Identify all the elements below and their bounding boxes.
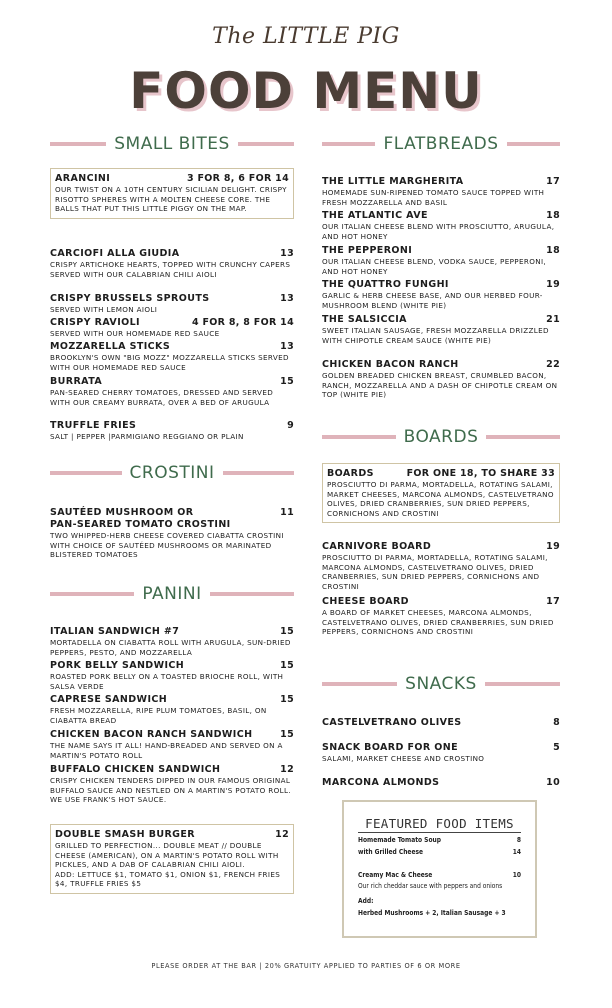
featured-item-name: with Grilled Cheese — [358, 848, 424, 856]
menu-item-buffalo-chicken — [50, 764, 294, 805]
item-description: CRISPY CHICKEN TENDERS DIPPED IN OUR FAMOUS ORIGINAL BUFFALO SAUCE AND NESTLED ON A MARTIN'S POTATO ROLL. WE USE FRANK'S HOT SAUCE. — [50, 776, 291, 805]
section-title: FLATBREADS — [383, 134, 499, 154]
item-price: 15 — [280, 376, 294, 387]
featured-item-price: 10 — [512, 871, 521, 879]
heading-rule — [50, 592, 134, 596]
item-price: 11 — [280, 507, 294, 518]
item-price: 12 — [275, 829, 289, 840]
item-price: 12 — [280, 764, 294, 775]
menu-item-salsiccia — [322, 314, 560, 345]
item-price: 13 — [280, 293, 294, 304]
item-name: CHICKEN BACON RANCH SANDWICH — [50, 729, 253, 740]
featured-item-name: Creamy Mac & Cheese — [358, 871, 433, 879]
menu-item-little-margherita — [322, 176, 560, 207]
menu-item-mozzarella-sticks — [50, 341, 294, 372]
item-price: 22 — [546, 359, 560, 370]
item-description: PROSCIUTTO DI PARMA, MORTADELLA, ROTATING SALAMI, MARKET CHEESES, MARCONA ALMONDS, CASTELVETRANO OLIVES, DRIED CRANBERRIES, SUN DRIED PEPPERS, CORNICHONS AND CROSTINI — [327, 480, 554, 518]
heading-rule — [485, 682, 560, 686]
menu-item-pork-belly — [50, 660, 294, 691]
item-description: BROOKLYN'S OWN "BIG MOZZ" MOZZARELLA STICKS SERVED WITH OUR HOMEMADE RED SAUCE — [50, 353, 289, 372]
item-name: SAUTÉED MUSHROOM OR — [50, 507, 194, 518]
item-name: PORK BELLY SANDWICH — [50, 660, 185, 671]
item-price: 17 — [546, 596, 560, 607]
item-price: 10 — [546, 777, 560, 788]
item-name: TRUFFLE FRIES — [50, 420, 137, 431]
footer-note: PLEASE ORDER AT THE BAR | 20% GRATUITY APPLIED TO PARTIES OF 6 OR MORE — [151, 962, 461, 970]
section-title: PANINI — [142, 584, 202, 604]
item-name: SNACK BOARD FOR ONE — [322, 742, 459, 753]
item-name: ITALIAN SANDWICH #7 — [50, 626, 180, 637]
item-description: FRESH MOZZARELLA, RIPE PLUM TOMATOES, BASIL, ON CIABATTA BREAD — [50, 706, 267, 725]
featured-item-price: 14 — [512, 848, 521, 856]
menu-item-caprese — [50, 694, 294, 725]
item-price: 18 — [546, 210, 560, 221]
heading-rule — [486, 435, 560, 439]
item-name: ARANCINI — [55, 173, 111, 184]
featured-item-price: 8 — [516, 836, 521, 844]
item-price: 21 — [546, 314, 560, 325]
item-name: MARCONA ALMONDS — [322, 777, 440, 788]
menu-item-arancini — [50, 168, 294, 219]
item-name: CHICKEN BACON RANCH — [322, 359, 459, 370]
item-name: MOZZARELLA STICKS — [50, 341, 171, 352]
item-description: MORTADELLA ON CIABATTA ROLL WITH ARUGULA, SUN-DRIED PEPPERS, PESTO, AND MOZZARELLA — [50, 638, 291, 657]
item-description: ROASTED PORK BELLY ON A TOASTED BRIOCHE ROLL, WITH SALSA VERDE — [50, 672, 284, 691]
item-description: OUR ITALIAN CHEESE BLEND WITH PROSCIUTTO, ARUGULA, AND HOT HONEY — [322, 222, 555, 241]
item-name: DOUBLE SMASH BURGER — [55, 829, 195, 840]
item-price: 15 — [280, 694, 294, 705]
heading-rule — [322, 682, 397, 686]
section-heading-panini — [50, 584, 294, 604]
item-name-line-2: PAN-SEARED TOMATO CROSTINI — [50, 519, 231, 530]
featured-food-box — [342, 800, 537, 938]
section-heading-flatbreads — [322, 134, 560, 154]
menu-item-double-smash-burger — [50, 824, 294, 894]
item-description: OUR TWIST ON A 10TH CENTURY SICILIAN DELIGHT. CRISPY RISOTTO SPHERES WITH A MOLTEN CHEESE CORE. THE BALLS THAT PUT THIS LITTLE PIGGY ON THE MAP. — [55, 185, 287, 214]
item-name: THE QUATTRO FUNGHI — [322, 279, 449, 290]
item-price: 17 — [546, 176, 560, 187]
menu-item-crostini — [50, 507, 294, 560]
item-description: SALT | PEPPER |PARMIGIANO REGGIANO OR PLAIN — [50, 432, 244, 441]
item-price: 9 — [287, 420, 294, 431]
menu-item-crispy-ravioli — [50, 317, 294, 339]
featured-add-ons: Herbed Mushrooms + 2, Italian Sausage + 3 — [358, 909, 506, 917]
heading-rule — [322, 435, 396, 439]
item-price: 3 FOR 8, 6 FOR 14 — [186, 173, 289, 184]
menu-item-chicken-bacon-ranch-sandwich — [50, 729, 294, 760]
item-price: 5 — [553, 742, 560, 753]
item-description: SERVED WITH OUR HOMEMADE RED SAUCE — [50, 329, 220, 338]
item-price: 8 — [553, 717, 560, 728]
item-name: BOARDS — [327, 468, 374, 479]
item-description: SALAMI, MARKET CHEESE AND CROSTINO — [322, 754, 485, 763]
item-price: 13 — [280, 341, 294, 352]
item-description: PROSCIUTTO DI PARMA, MORTADELLA, ROTATING SALAMI, MARCONA ALMONDS, CASTELVETRANO OLIVES, DRIED CRANBERRIES, SUN DRIED PEPPERS, CORNICHONS AND CROSTINI — [322, 553, 548, 591]
page-title: FOOD MENU — [129, 62, 483, 120]
item-description: THE NAME SAYS IT ALL! HAND-BREADED AND SERVED ON A MARTIN'S POTATO ROLL — [50, 741, 283, 760]
featured-line — [358, 871, 521, 879]
menu-item-atlantic-ave — [322, 210, 560, 241]
menu-item-marcona-almonds — [322, 777, 560, 789]
item-price: 19 — [546, 541, 560, 552]
section-heading-small-bites — [50, 134, 294, 154]
item-description: GRILLED TO PERFECTION... DOUBLE MEAT // DOUBLE CHEESE (AMERICAN), ON A MARTIN'S POTATO ROLL WITH PICKLES, AND A DAB OF CALABRIAN CHILI AIOLI. — [55, 841, 279, 870]
featured-title: FEATURED FOOD ITEMS — [365, 816, 514, 831]
menu-item-italian-sandwich — [50, 626, 294, 657]
item-name: CRISPY RAVIOLI — [50, 317, 140, 328]
item-add-ons: ADD: LETTUCE $1, TOMATO $1, ONION $1, FRENCH FRIES $4, TRUFFLE FRIES $5 — [55, 869, 281, 889]
item-description: SWEET ITALIAN SAUSAGE, FRESH MOZZARELLA DRIZZLED WITH CHIPOTLE CREAM SAUCE (WHITE PIE) — [322, 326, 549, 345]
item-name: THE PEPPERONI — [322, 245, 413, 256]
item-description: PAN-SEARED CHERRY TOMATOES, DRESSED AND SERVED WITH OUR CREAMY BURRATA, OVER A BED OF ARUGULA — [50, 388, 274, 407]
item-name: CASTELVETRANO OLIVES — [322, 717, 462, 728]
heading-rule — [50, 142, 106, 146]
featured-line — [358, 848, 521, 856]
item-price: 19 — [546, 279, 560, 290]
item-name: CAPRESE SANDWICH — [50, 694, 168, 705]
item-name: BURRATA — [50, 376, 103, 387]
menu-item-castelvetrano-olives — [322, 717, 560, 729]
item-name: CHEESE BOARD — [322, 596, 409, 607]
featured-line — [358, 882, 521, 890]
item-name: CARNIVORE BOARD — [322, 541, 432, 552]
item-description: GOLDEN BREADED CHICKEN BREAST, CRUMBLED BACON, RANCH, MOZZARELLA AND A DASH OF CHIPOTLE CREAM ON TOP (WHITE PIE) — [322, 371, 558, 400]
section-title: CROSTINI — [129, 463, 215, 483]
menu-item-truffle-fries — [50, 420, 294, 442]
item-price: 4 FOR 8, 8 FOR 14 — [191, 317, 294, 328]
item-description: GARLIC & HERB CHEESE BASE, AND OUR HERBED FOUR-MUSHROOM BLEND (WHITE PIE) — [322, 291, 543, 310]
menu-item-carnivore-board — [322, 541, 560, 591]
item-description: OUR ITALIAN CHEESE BLEND, VODKA SAUCE, PEPPERONI, AND HOT HONEY — [322, 257, 547, 276]
menu-item-snack-board — [322, 742, 560, 764]
item-description: SERVED WITH LEMON AIOLI — [50, 305, 158, 314]
item-price: FOR ONE 18, TO SHARE 33 — [406, 468, 555, 479]
item-price: 15 — [280, 729, 294, 740]
heading-rule — [322, 142, 375, 146]
featured-line — [358, 909, 521, 917]
item-price: 13 — [280, 248, 294, 259]
menu-item-chicken-bacon-ranch — [322, 359, 560, 400]
item-name: BUFFALO CHICKEN SANDWICH — [50, 764, 221, 775]
heading-rule — [223, 471, 295, 475]
menu-item-brussels-sprouts — [50, 293, 294, 315]
heading-rule — [50, 471, 122, 475]
item-name: THE SALSICCIA — [322, 314, 407, 325]
section-heading-boards — [322, 427, 560, 447]
menu-item-burrata — [50, 376, 294, 407]
featured-line — [358, 836, 521, 844]
item-name: THE ATLANTIC AVE — [322, 210, 428, 221]
item-description: TWO WHIPPED-HERB CHEESE COVERED CIABATTA CROSTINI WITH CHOICE OF SAUTÉED MUSHROOMS OR MARINATED BLISTERED TOMATOES — [50, 531, 284, 560]
menu-item-pepperoni — [322, 245, 560, 276]
item-name: CARCIOFI ALLA GIUDIA — [50, 248, 180, 259]
item-name: CRISPY BRUSSELS SPROUTS — [50, 293, 210, 304]
item-description: HOMEMADE SUN-RIPENED TOMATO SAUCE TOPPED WITH FRESH MOZZARELLA AND BASIL — [322, 188, 545, 207]
featured-line — [358, 897, 521, 905]
menu-item-boards — [322, 463, 560, 523]
item-price: 18 — [546, 245, 560, 256]
featured-item-name: Homemade Tomato Soup — [358, 836, 441, 844]
heading-rule — [507, 142, 560, 146]
section-title: SNACKS — [405, 674, 477, 694]
item-price: 15 — [280, 660, 294, 671]
heading-rule — [238, 142, 294, 146]
featured-title-rule — [358, 832, 521, 833]
logo: The LITTLE PIG — [212, 24, 400, 49]
menu-item-cheese-board — [322, 596, 560, 637]
menu-item-carciofi — [50, 248, 294, 279]
item-name: THE LITTLE MARGHERITA — [322, 176, 464, 187]
section-heading-snacks — [322, 674, 560, 694]
item-description: CRISPY ARTICHOKE HEARTS, TOPPED WITH CRUNCHY CAPERS SERVED WITH OUR CALABRIAN CHILI AIOLI — [50, 260, 291, 279]
item-description: A BOARD OF MARKET CHEESES, MARCONA ALMONDS, CASTELVETRANO OLIVES, DRIED CRANBERRIES, SUN DRIED PEPPERS, CORNICHONS AND CROSTINI — [322, 608, 554, 637]
section-title: SMALL BITES — [114, 134, 230, 154]
featured-add-label: Add: — [358, 897, 374, 905]
section-heading-crostini — [50, 463, 294, 483]
featured-item-description: Our rich cheddar sauce with peppers and onions — [358, 882, 503, 890]
heading-rule — [210, 592, 294, 596]
menu-item-quattro-funghi — [322, 279, 560, 310]
section-title: BOARDS — [403, 427, 479, 447]
item-price: 15 — [280, 626, 294, 637]
